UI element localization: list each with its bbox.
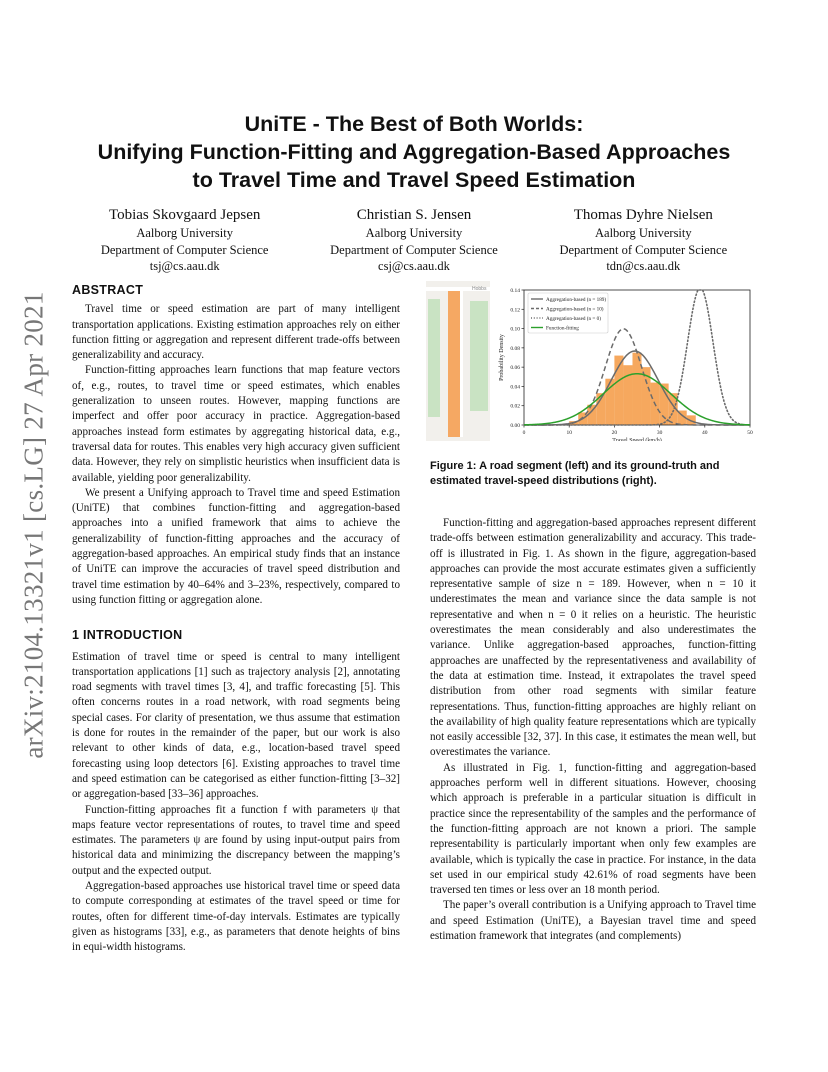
abstract-paragraph: Function-fitting approaches learn functions that map feature vectors of, e.g., routes, to travel time or speed estimates, which enables generalization to unseen routes. However, mapping functions are imperfect and offer poor accuracy in practice. Aggregation-based approaches instead form estimates by aggregating historical data, e.g., traversal data for routes. This enables very high accuracy given sufficient data. However, they rely on simplistic heuristics when insufficient data is available, yielding poor generalizability. xyxy=(72,364,400,484)
author-dept: Department of Computer Science xyxy=(100,242,269,257)
author-block xyxy=(70,205,758,275)
figure-svg xyxy=(426,281,756,441)
x-tick-label: 30 xyxy=(656,430,663,436)
arxiv-id: arXiv:2104.13321v1 [cs.LG] 27 Apr 2021 xyxy=(18,291,49,759)
map-park xyxy=(470,301,488,411)
left-column xyxy=(72,283,400,955)
title-line: UniTE - The Best of Both Worlds: xyxy=(244,112,584,136)
histogram-bar xyxy=(632,353,641,425)
paper-title xyxy=(70,110,758,194)
abstract-paragraph: We present a Unifying approach to Travel time and speed Estimation (UniTE) that combines function-fitting and aggregation-based approaches into a unified framework that aims to achieve the generalizability of function-fitting approaches and the accuracy of aggregation-based approaches. An empirical study finds that an instance of UniTE can improve the accuracies of travel speed distribution and travel time estimation by 40–64% and 3–23%, respectively, compared to using function fitting or aggregation alone. xyxy=(72,486,400,606)
author-affiliation: Aalborg University xyxy=(595,226,692,240)
y-tick-label: 0.02 xyxy=(510,403,520,410)
y-tick-label: 0.04 xyxy=(510,384,520,391)
x-axis-label: Travel Speed (km/h) xyxy=(612,438,662,441)
y-axis-label: Probability Density xyxy=(499,334,505,381)
legend-entry: Aggregation-based (n = 0) xyxy=(546,315,601,322)
map-label: Hobbs xyxy=(472,286,487,292)
figure-caption: Figure 1: A road segment (left) and its ground-truth and estimated travel-speed distributions (right). xyxy=(430,460,720,487)
y-tick-label: 0.06 xyxy=(510,365,520,372)
author-name: Christian S. Jensen xyxy=(356,207,472,223)
author-3 xyxy=(529,205,758,275)
author-name: Tobias Skovgaard Jepsen xyxy=(108,207,261,223)
abstract-heading: ABSTRACT xyxy=(72,283,144,297)
author-email: csj@cs.aau.dk xyxy=(378,259,450,273)
x-tick-label: 20 xyxy=(611,430,618,436)
y-tick-label: 0.10 xyxy=(510,326,520,333)
speed-distribution-chart xyxy=(499,288,753,441)
author-email: tdn@cs.aau.dk xyxy=(606,259,681,273)
author-dept: Department of Computer Science xyxy=(559,242,728,257)
map-road xyxy=(460,291,463,437)
intro-paragraph: Aggregation-based approaches use historical travel time or speed data to compute corresponding at estimates of the travel speed or time for routes, often for different time-of-day intervals. Estimates are typically given as histograms [33], e.g., as parameters that denote heights of bins in equi-width histograms. xyxy=(72,879,400,954)
y-tick-label: 0.12 xyxy=(510,307,520,314)
y-tick-label: 0.14 xyxy=(510,288,520,294)
body-paragraph: As illustrated in Fig. 1, function-fitting and aggregation-based approaches perform well in different situations. However, choosing which approach is preferable in a particular situation is difficult in practice since the representability of the samples and the performance of the function-fitting approach are not known a priori. The sample representability is particularly important when only few examples are available, which is typically the case in practice. For instance, in the data set used in our empirical study 42.61% of road segments have been traversed ten times or less over an 18 month period. xyxy=(430,761,756,897)
author-affiliation: Aalborg University xyxy=(136,226,233,240)
body-paragraph: Function-fitting and aggregation-based approaches represent different trade-offs between estimation generalizability and accuracy. This trade-off is illustrated in Fig. 1. As shown in the figure, aggregation-based approaches can provide the most accurate estimates given a sufficiently representative sample of size n = 189. However, when n = 10 it underestimates the mean and variance since the data sample is not representative and when n = 0 it relies on a heuristic. The heuristic overestimates the mean considerably and also underestimates the variance. Unlike aggregation-based approaches, function-fitting approaches are unaffected by the representativeness and availability of the data at estimation time. Instead, it extrapolates the travel speed distribution from other road segments with similar feature representations. Thus, function-fitting approaches are highly reliant on the availability of high quality feature representations which are typically not easily accessible [32, 37]. In this case, it estimates the mean well, but overestimates the variance. xyxy=(430,517,756,759)
title-line: to Travel Time and Travel Speed Estimation xyxy=(192,168,636,192)
y-tick-label: 0.08 xyxy=(510,345,520,352)
legend-entry: Aggregation-based (n = 189) xyxy=(546,296,607,303)
x-tick-label: 10 xyxy=(566,430,572,436)
x-tick-label: 50 xyxy=(747,430,753,436)
figure-1 xyxy=(426,281,756,441)
author-1 xyxy=(70,205,299,275)
intro-paragraph: Function-fitting approaches fit a function f with parameters ψ that maps feature vector representations of routes, to travel time and speed estimates. The parameters ψ are found by using input-output pairs from historical data and minimizing the discrepancy between the mapping’s output and the expected output. xyxy=(72,803,400,877)
author-dept: Department of Computer Science xyxy=(330,242,498,257)
author-affiliation: Aalborg University xyxy=(365,226,463,240)
intro-paragraph: Estimation of travel time or speed is central to many intelligent transportation applications [1] such as trajectory analysis [2], annotating road segments with travel times [3, 4], and traffic forecasting [5]. This often concerns routes in a road network, with road segments being special cases. For clarity of presentation, we thus assume that estimation is done for routes in the remainder of the paper, but our work is also relevant to other kinds of data, e.g., location-based travel speed forecasting using loop detectors [6]. Existing approaches to travel time and speed estimation can be categorised as either function-fitting [3–32] or aggregation-based [33–36] approaches. xyxy=(72,650,400,801)
right-column xyxy=(430,516,756,944)
author-email: tsj@cs.aau.dk xyxy=(149,259,220,273)
title-line: Unifying Function-Fitting and Aggregation-Based Approaches xyxy=(97,140,731,164)
x-tick-label: 40 xyxy=(702,430,708,436)
x-tick-label: 0 xyxy=(522,430,526,436)
road-map xyxy=(426,281,490,441)
author-name: Thomas Dyhre Nielsen xyxy=(573,207,713,223)
road-segment-highlight xyxy=(448,291,460,437)
intro-heading: 1 INTRODUCTION xyxy=(72,628,183,643)
legend-entry: Function-fitting xyxy=(546,325,579,332)
body-paragraph: The paper’s overall contribution is a Unifying approach to Travel time and speed Estimation (UniTE), a Bayesian travel time and speed estimation framework that integrates (and complements) xyxy=(430,899,756,943)
abstract-paragraph: Travel time or speed estimation are part of many intelligent transportation applications. Existing estimation approaches rely on either function fitting or aggregation and represent different trade-offs between generalizability and accuracy. xyxy=(72,303,400,362)
arxiv-watermark xyxy=(14,290,54,760)
y-tick-label: 0.00 xyxy=(510,423,520,429)
author-2 xyxy=(299,205,528,275)
legend-entry: Aggregation-based (n = 10) xyxy=(546,306,604,313)
map-park xyxy=(428,299,440,417)
